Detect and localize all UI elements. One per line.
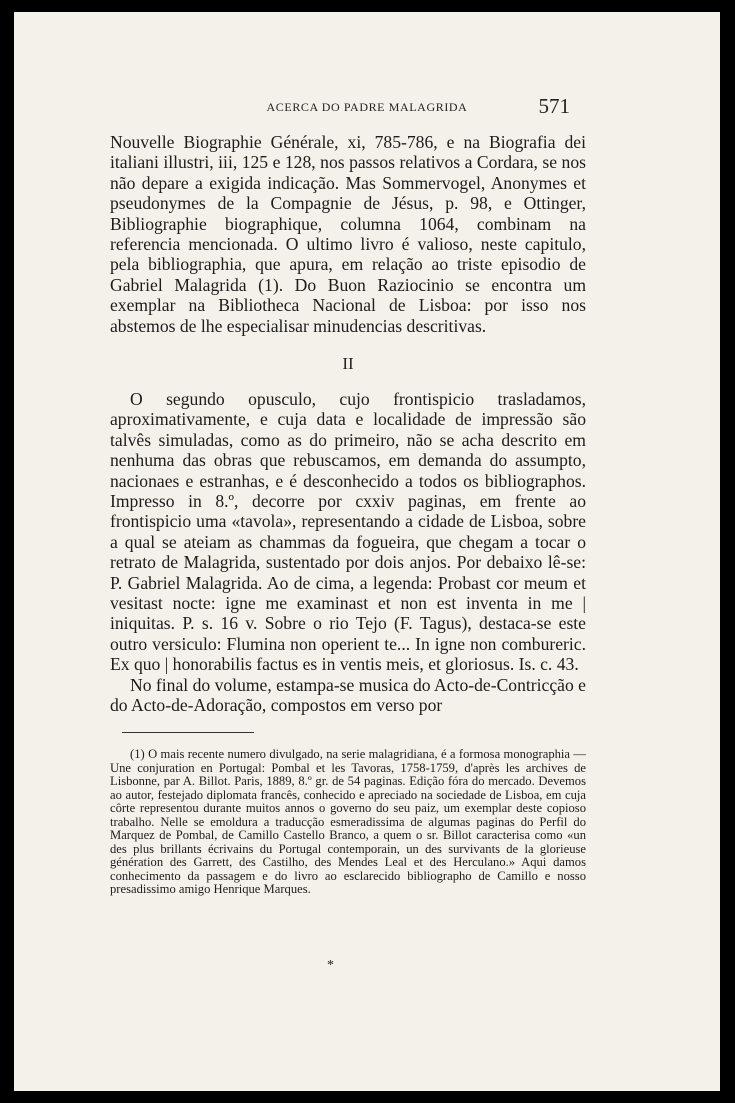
section-heading: II	[342, 354, 354, 373]
footnote	[110, 748, 586, 897]
book-page	[14, 12, 720, 1091]
footnote-rule	[122, 732, 254, 733]
section-body	[110, 389, 586, 716]
intro-paragraph-block	[110, 132, 586, 336]
running-head: ACERCA DO PADRE MALAGRIDA	[266, 100, 468, 114]
page-number: 571	[538, 94, 570, 118]
section-paragraph-1: O segundo opusculo, cujo frontispicio trasladamos, aproximativamente, e cuja data e localidade de impressão são talvês simuladas, como as do primeiro, não se acha descrito em nenhuma das obras que rebuscamos, em demanda do assumpto, nacionaes e estranhas, e é desconhecido a todos os bibliographos. Impresso in 8.º, decorre por cxxiv paginas, em frente ao frontispicio uma «tavola», representando a cidade de Lisboa, sobre a qual se ateiam as chammas da fogueira, que chegam a tocar o retrato de Malagrida, sustentado por dois anjos. Por debaixo lê-se: P. Gabriel Malagrida. Ao de cima, a legenda: Probast cor meum et vesitast nocte: igne me examinast et non est inventa in me | iniquitas. P. s. 16 v. Sobre o rio Tejo (F. Tagus), destaca-se este outro versiculo: Flumina non operient te... In igne non combureric. Ex quo | honorabilis factus es in ventis meis, et gloriosus. Is. c. 43.	[110, 389, 586, 675]
footnote-text: (1) O mais recente numero divulgado, na serie malagridiana, é a formosa monographia — Une conjuration en Portugal: Pombal et les Tavoras, 1758-1759, d'après les archives de Lisbonne, par A. Billot. Paris, 1889, 8.º gr. de 54 paginas. Edição fóra do mercado. Devemos ao autor, festejado diplomata francês, conhecido e apreciado na sociedade de Lisboa, em cuja côrte representou durante muitos annos o governo do seu paiz, um exemplar deste copioso trabalho. Nelle se emoldura a traducção esmeradissima de algumas paginas do Perfil do Marquez de Pombal, de Camillo Castello Branco, a quem o sr. Billot caracterisa como «un des plus brillants écrivains du Portugal contemporain, un des survivants de la glorieuse génération des Garrett, des Castilho, des Mendes Leal et des Herculano.» Aqui damos conhecimento da passagem e do livro ao esclarecido bibliographo de Camillo e nosso presadissimo amigo Henrique Marques.	[110, 747, 586, 896]
end-mark: *	[327, 958, 334, 973]
page-header	[14, 92, 720, 116]
intro-paragraph: Nouvelle Biographie Générale, xi, 785-786, e na Biografia dei italiani illustri, iii, 125 e 128, nos passos relativos a Cordara, se nos não depare a exigida indicação. Mas Sommervogel, Anonymes et pseudonymes de la Compagnie de Jésus, p. 98, e Ottinger, Bibliographie biographique, columna 1064, combinam na referencia mencionada. O ultimo livro é valioso, neste capitulo, pela bibliographia, que apura, em relação ao triste episodio de Gabriel Malagrida (1). Do Buon Raziocinio se encontra um exemplar na Bibliotheca Nacional de Lisboa: por isso nos abstemos de lhe especialisar minudencias descritivas.	[110, 132, 586, 336]
section-paragraph-2: No final do volume, estampa-se musica do Acto-de-Contricção e do Acto-de-Adoração, compostos em verso por	[110, 674, 586, 716]
